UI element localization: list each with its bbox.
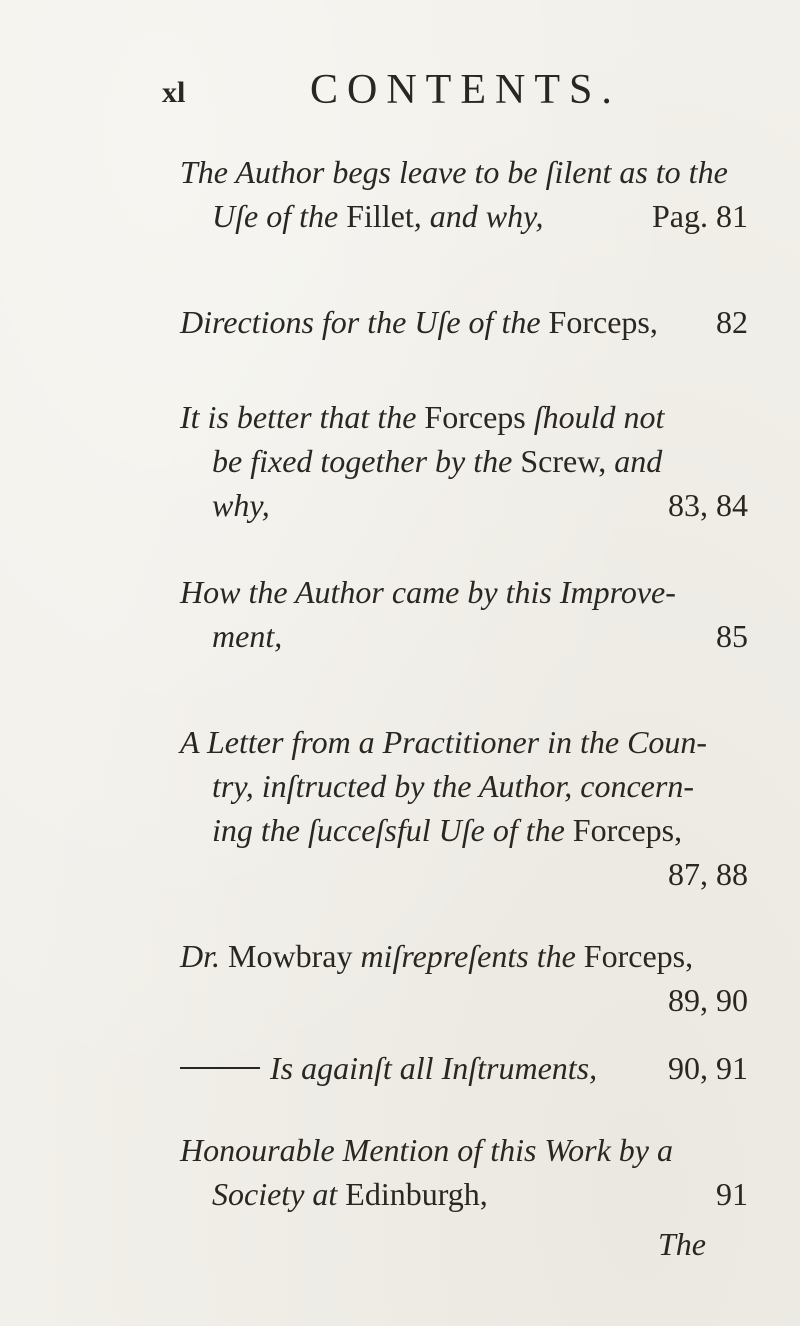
entry-text: Forceps,	[548, 304, 658, 340]
entry-text: Mowbray	[228, 938, 353, 974]
entry-line	[180, 300, 658, 344]
page-reference: Pag. 81	[652, 198, 748, 234]
contents-entry	[0, 934, 800, 1022]
entry-text: It is better that the	[180, 399, 425, 435]
contents-entry	[0, 395, 800, 527]
page-reference: 82	[716, 304, 748, 340]
contents-entry	[0, 150, 800, 238]
contents-entry	[0, 570, 800, 658]
entry-line	[180, 1128, 673, 1172]
entry-line	[180, 934, 693, 978]
folio-number: xl	[162, 76, 186, 109]
entry-text: Honourable Mention of this Work by a	[180, 1132, 673, 1168]
entry-line	[212, 439, 662, 483]
entry-line	[180, 720, 707, 764]
entry-text: Forceps,	[572, 812, 683, 848]
entry-text: A Letter from a Practitioner in the Coun-	[180, 724, 708, 760]
entry-text: be fixed together by the	[212, 443, 521, 479]
page-reference: 90, 91	[668, 1050, 748, 1086]
entry-text: Uſe of the	[212, 198, 347, 234]
entry-text: miſrepreſents the	[352, 938, 584, 974]
entry-text: why,	[212, 487, 270, 523]
entry-text: Is againſt all Inſtruments,	[270, 1050, 598, 1086]
catchword: The	[658, 1226, 706, 1262]
entry-text: ſhould not	[525, 399, 665, 435]
ditto-dash	[180, 1067, 260, 1069]
entry-text: try, inſtructed by the Author, concern-	[212, 768, 694, 804]
contents-entry	[0, 1046, 800, 1090]
contents-entry	[0, 720, 800, 896]
entry-text: Edinburgh,	[345, 1176, 488, 1212]
entry-text: How the Author came by this Improve-	[180, 574, 676, 610]
page-reference: 87, 88	[668, 856, 748, 892]
entry-line	[212, 483, 270, 527]
page-reference: 91	[716, 1176, 748, 1212]
entry-line	[212, 808, 682, 852]
entry-line	[180, 150, 728, 194]
contents-entry	[0, 1128, 800, 1216]
entry-text: Fillet	[346, 198, 414, 234]
entry-text: Directions for the Uſe of the	[180, 304, 549, 340]
entry-line	[212, 194, 544, 238]
entry-text: ment,	[212, 618, 283, 654]
entry-text: and	[606, 443, 663, 479]
entry-line	[180, 395, 664, 439]
page-header	[0, 66, 800, 126]
entry-text: , and why,	[413, 198, 544, 234]
running-title: CONTENTS.	[310, 67, 621, 113]
page-reference: 83, 84	[668, 487, 748, 523]
entry-text: The Author begs leave to be ſilent as to the	[180, 154, 728, 190]
entry-text: Forceps	[424, 399, 526, 435]
page-reference: 89, 90	[668, 982, 748, 1018]
entry-line	[180, 570, 676, 614]
entry-text: Forceps,	[583, 938, 694, 974]
entry-line	[212, 1172, 488, 1216]
contents-entry	[0, 300, 800, 344]
entry-text: Society at	[212, 1176, 346, 1212]
entry-line	[180, 1046, 597, 1090]
entry-text: Dr.	[180, 938, 229, 974]
entry-text: ing the ſucceſsful Uſe of the	[212, 812, 573, 848]
entry-line	[212, 614, 282, 658]
entry-text: Screw,	[520, 443, 607, 479]
page-reference: 85	[716, 618, 748, 654]
entry-line	[212, 764, 694, 808]
